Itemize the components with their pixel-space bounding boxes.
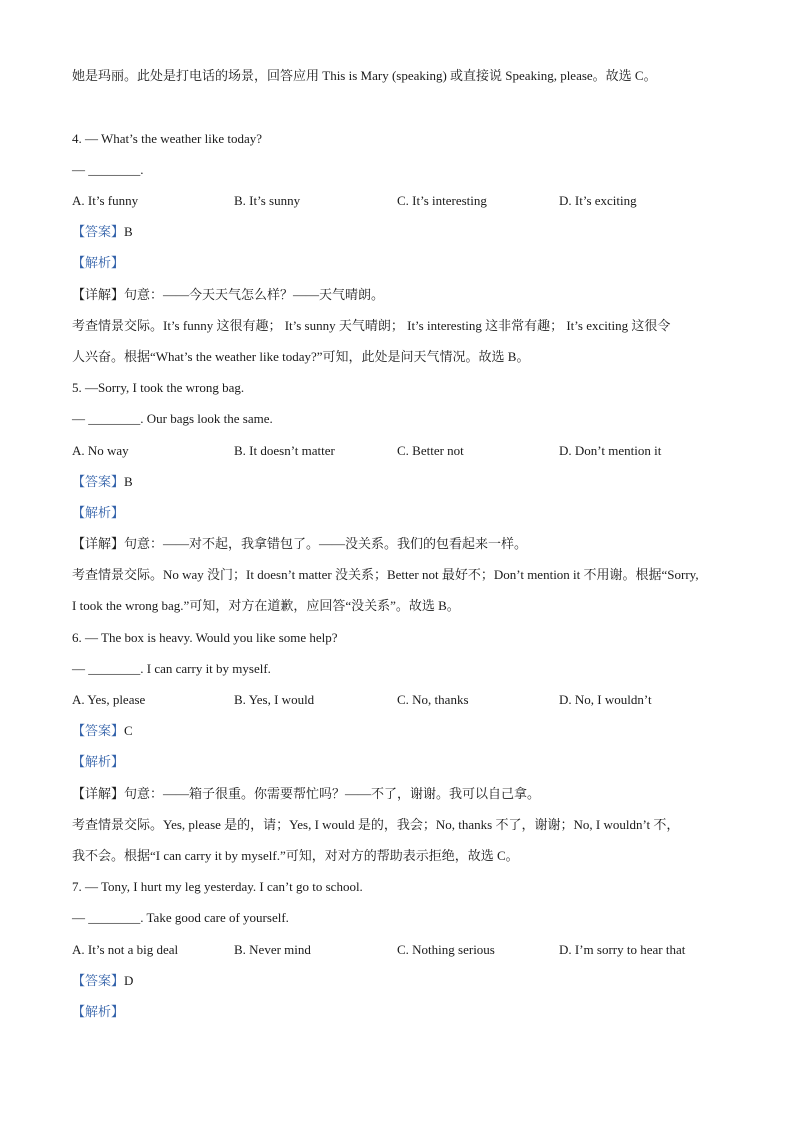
question-5-response: — ________. Our bags look the same.	[72, 411, 273, 426]
option-b: B. It’s sunny	[234, 193, 301, 208]
question-4-response: — ________.	[72, 162, 144, 177]
question-6-analysis-label: 【解析】	[72, 754, 125, 769]
question-4-prompt: 4. — What’s the weather like today?	[72, 131, 263, 146]
option-d: D. Don’t mention it	[559, 443, 662, 458]
answer-value: B	[124, 474, 133, 489]
option-a: A. It’s not a big deal	[72, 942, 179, 957]
question-5-explanation-line-2: I took the wrong bag.”可知，对方在道歉，应回答“没关系”。故选 B。	[72, 598, 460, 613]
question-5-analysis-label: 【解析】	[72, 505, 125, 520]
question-6-detail	[72, 786, 540, 802]
answer-value: D	[124, 973, 134, 988]
question-5-prompt: 5. —Sorry, I took the wrong bag.	[72, 380, 245, 395]
question-4-options	[72, 193, 732, 209]
detail-text: 句意：——箱子很重。你需要帮忙吗？——不了，谢谢。我可以自己拿。	[124, 786, 541, 801]
question-5-explanation-line-1: 考查情景交际。No way 没门；It doesn’t matter 没关系；Better not 最好不；Don’t mention it 不用谢。根据“Sorry,	[72, 567, 699, 582]
question-6-answer	[72, 723, 133, 739]
question-6-prompt: 6. — The box is heavy. Would you like some help?	[72, 630, 338, 645]
detail-label: 【详解】	[72, 287, 125, 302]
question-4-analysis-label: 【解析】	[72, 255, 125, 270]
question-7-prompt: 7. — Tony, I hurt my leg yesterday. I can’t go to school.	[72, 879, 363, 894]
question-6-options	[72, 692, 732, 708]
question-4-explanation-line-2: 人兴奋。根据“What’s the weather like today?”可知，此处是问天气情况。故选 B。	[72, 349, 530, 364]
question-4-detail	[72, 287, 384, 303]
detail-label: 【详解】	[72, 786, 125, 801]
option-c: C. Better not	[397, 443, 464, 458]
question-6-explanation-line-2: 我不会。根据“I can carry it by myself.”可知，对对方的帮助表示拒绝，故选 C。	[72, 848, 519, 863]
option-c: C. Nothing serious	[397, 942, 495, 957]
answer-label: 【答案】	[72, 973, 125, 988]
option-d: D. No, I wouldn’t	[559, 692, 652, 707]
answer-value: C	[124, 723, 133, 738]
answer-label: 【答案】	[72, 224, 125, 239]
question-4-answer	[72, 224, 133, 240]
option-b: B. Yes, I would	[234, 692, 315, 707]
option-c: C. No, thanks	[397, 692, 469, 707]
option-d: D. I’m sorry to hear that	[559, 942, 686, 957]
question-5-detail	[72, 536, 527, 552]
question-7-answer	[72, 973, 133, 989]
option-a: A. It’s funny	[72, 193, 139, 208]
detail-label: 【详解】	[72, 536, 125, 551]
intro-line: 她是玛丽。此处是打电话的场景，回答应用 This is Mary (speaking) 或直接说 Speaking, please。故选 C。	[72, 68, 657, 83]
question-7-options	[72, 942, 732, 958]
detail-text: 句意：——今天天气怎么样？——天气晴朗。	[124, 287, 385, 302]
detail-text: 句意：——对不起，我拿错包了。——没关系。我们的包看起来一样。	[124, 536, 528, 551]
option-a: A. No way	[72, 443, 129, 458]
answer-value: B	[124, 224, 133, 239]
question-6-explanation-line-1: 考查情景交际。Yes, please 是的，请；Yes, I would 是的，我会；No, thanks 不了，谢谢；No, I wouldn’t 不，	[72, 817, 680, 832]
option-b: B. It doesn’t matter	[234, 443, 335, 458]
option-d: D. It’s exciting	[559, 193, 637, 208]
question-5-answer	[72, 474, 133, 490]
question-7-response: — ________. Take good care of yourself.	[72, 910, 289, 925]
question-4-explanation-line-1: 考查情景交际。It’s funny 这很有趣； It’s sunny 天气晴朗； It’s interesting 这非常有趣； It’s exciting 这很令	[72, 318, 671, 333]
option-a: A. Yes, please	[72, 692, 146, 707]
option-b: B. Never mind	[234, 942, 311, 957]
answer-label: 【答案】	[72, 474, 125, 489]
question-6-response: — ________. I can carry it by myself.	[72, 661, 271, 676]
question-7-analysis-label: 【解析】	[72, 1004, 125, 1019]
question-5-options	[72, 443, 732, 459]
option-c: C. It’s interesting	[397, 193, 487, 208]
answer-label: 【答案】	[72, 723, 125, 738]
